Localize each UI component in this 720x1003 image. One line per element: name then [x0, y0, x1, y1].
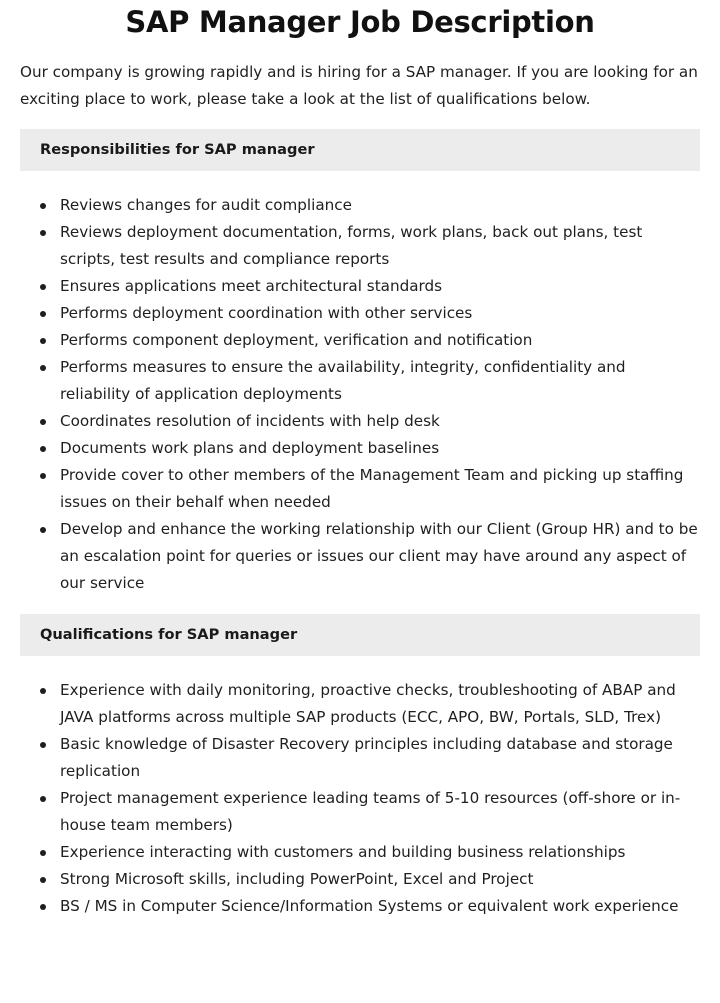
bullet-icon [40, 742, 46, 748]
bullet-icon [40, 284, 46, 290]
list-item-text: Documents work plans and deployment baselines [60, 439, 440, 457]
list-item-text: Reviews changes for audit compliance [60, 196, 352, 214]
bullet-icon [40, 446, 46, 452]
bullet-icon [40, 688, 46, 694]
list-item [20, 408, 700, 435]
bullet-icon [40, 419, 46, 425]
list-item [20, 866, 700, 893]
bullet-icon [40, 904, 46, 910]
bullet-icon [40, 311, 46, 317]
list-item-text: Strong Microsoft skills, including PowerPoint, Excel and Project [60, 870, 534, 888]
bullet-icon [40, 365, 46, 371]
list-item [20, 273, 700, 300]
list-item [20, 839, 700, 866]
list-item [20, 354, 700, 408]
list-item-text: Basic knowledge of Disaster Recovery principles including database and storage replication [60, 735, 673, 780]
qualifications-heading: Qualifications for SAP manager [20, 614, 700, 656]
qualifications-list [20, 677, 700, 920]
page-title: SAP Manager Job Description [125, 5, 595, 39]
list-item [20, 893, 700, 920]
intro-paragraph: Our company is growing rapidly and is hiring for a SAP manager. If you are looking for an exciting place to work, please take a look at the list of qualifications below. [20, 63, 698, 108]
bullet-icon [40, 473, 46, 479]
list-item-text: Ensures applications meet architectural standards [60, 277, 443, 295]
list-item-text: BS / MS in Computer Science/Information Systems or equivalent work experience [60, 897, 679, 915]
list-item [20, 435, 700, 462]
bullet-icon [40, 796, 46, 802]
bullet-icon [40, 877, 46, 883]
list-item-text: Experience with daily monitoring, proactive checks, troubleshooting of ABAP and JAVA platforms across multiple SAP products (ECC, APO, BW, Portals, SLD, Trex) [60, 681, 676, 726]
responsibilities-heading: Responsibilities for SAP manager [20, 129, 700, 171]
list-item-text: Develop and enhance the working relationship with our Client (Group HR) and to be an escalation point for queries or issues our client may have around any aspect of our service [60, 520, 698, 592]
list-item-text: Coordinates resolution of incidents with help desk [60, 412, 440, 430]
list-item-text: Performs deployment coordination with other services [60, 304, 473, 322]
bullet-icon [40, 850, 46, 856]
list-item-text: Performs component deployment, verification and notification [60, 331, 533, 349]
bullet-icon [40, 203, 46, 209]
list-item [20, 516, 700, 597]
list-item [20, 219, 700, 273]
list-item [20, 192, 700, 219]
bullet-icon [40, 230, 46, 236]
list-item-text: Performs measures to ensure the availability, integrity, confidentiality and reliability of application deployments [60, 358, 626, 403]
list-item-text: Provide cover to other members of the Management Team and picking up staffing issues on their behalf when needed [60, 466, 684, 511]
list-item [20, 300, 700, 327]
list-item [20, 327, 700, 354]
list-item [20, 731, 700, 785]
list-item-text: Reviews deployment documentation, forms, work plans, back out plans, test scripts, test results and compliance reports [60, 223, 643, 268]
responsibilities-list [20, 192, 700, 597]
bullet-icon [40, 338, 46, 344]
bullet-icon [40, 527, 46, 533]
list-item-text: Project management experience leading teams of 5-10 resources (off-shore or in-house team members) [60, 789, 681, 834]
list-item [20, 785, 700, 839]
list-item-text: Experience interacting with customers and building business relationships [60, 843, 626, 861]
list-item [20, 677, 700, 731]
list-item [20, 462, 700, 516]
